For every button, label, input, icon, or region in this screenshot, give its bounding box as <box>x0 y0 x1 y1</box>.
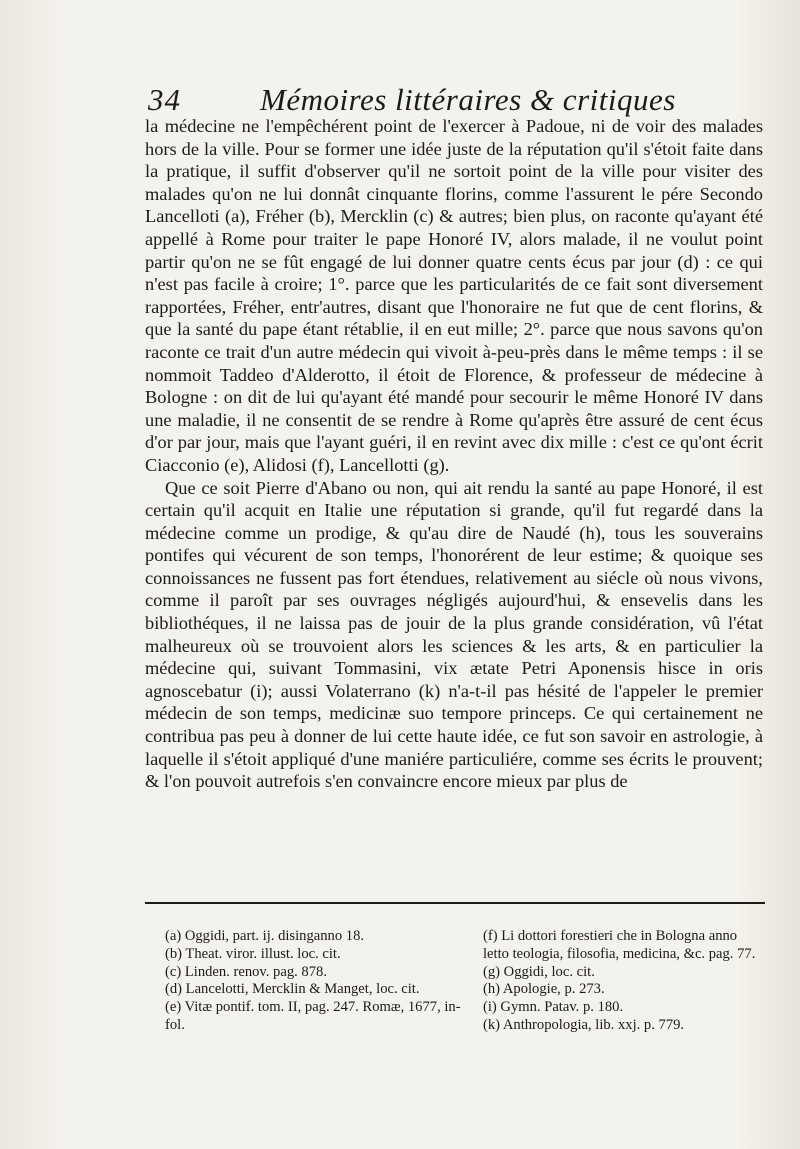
footnote: (h) Apologie, p. 273. <box>483 981 605 998</box>
footnote: (d) Lancelotti, Mercklin & Manget, loc. cit. <box>165 981 420 998</box>
footnote: (e) Vitæ pontif. tom. II, pag. 247. Romæ, 1677, in-fol. <box>165 999 461 1033</box>
footnote: (i) Gymn. Patav. p. 180. <box>483 999 624 1016</box>
footnote-divider <box>145 902 765 904</box>
footnote: (g) Oggidi, loc. cit. <box>483 963 595 980</box>
footnote: (b) Theat. viror. illust. loc. cit. <box>165 945 341 962</box>
running-title: Mémoires littéraires & critiques <box>260 82 676 117</box>
footnote: (k) Anthropologia, lib. xxj. p. 779. <box>483 1016 685 1033</box>
paragraph: Que ce soit Pierre d'Abano ou non, qui ait rendu la santé au pape Honoré, il est certain qu'il acquit en Italie une réputation si grande, qu'il fut regardé dans la médecine comme un prodige, & qu'au dire de Naudé (h), tous les souverains pontifes qui vécurent de son temps, l'honorérent de leur estime; & quoique ses connoissances ne fussent pas fort étendues, relativement au siécle où nous vivons, comme il paroît par ses ouvrages négligés aujourd'hui, & ensevelis dans les bibliothéques, il ne laissa pas de jouir de la plus grande considération, vû l'état malheureux où se trouvoient alors les sciences & les arts, & en particulier la médecine qui, suivant Tommasini, vix ætate Petri Aponensis hisce in oris agnoscebatur (i); aussi Volaterrano (k) n'a-t-il pas hésité de l'appeler le premier médecin de son temps, medicinæ suo tempore princeps. Ce qui certainement ne contribua pas peu à donner de lui cette haute idée, ce fut son savoir en astrologie, à laquelle il s'étoit appliqué d'une maniére particuliére, comme ses écrits le prouvent; & l'on pouvoit autrefois s'en convaincre encore mieux par plus de <box>145 477 763 792</box>
footnote: (a) Oggidi, part. ij. disinganno 18. <box>165 928 365 944</box>
body-text <box>145 115 763 793</box>
footnote: (f) Li dottori forestieri che in Bologna anno letto teologia, filosofia, medicina, &c. pag. 77. <box>483 928 756 962</box>
footnote: (c) Linden. renov. pag. 878. <box>165 963 327 980</box>
footnotes-left-column <box>165 928 470 1035</box>
footnotes-right-column <box>483 928 765 1035</box>
paragraph: la médecine ne l'empêchérent point de l'exercer à Padoue, ni de voir des malades hors de la ville. Pour se former une idée juste de la réputation qu'il s'étoit faite dans la pratique, il suffit d'observer qu'il ne sortoit point de la ville pour visiter des malades qu'on ne lui donnât cinquante florins, comme l'assurent le pére Secondo Lancelloti (a), Fréher (b), Mercklin (c) & autres; bien plus, on raconte qu'ayant été appellé à Rome pour traiter le pape Honoré IV, alors malade, il ne voulut point partir qu'on ne se fût engagé de lui donner quatre cents écus par jour (d) : ce qui n'est pas facile à croire; 1°. parce que les particularités de ce fait sont diversement rapportées, Fréher, entr'autres, disant que l'honoraire ne fut que de cent florins, & que la santé du pape étant rétablie, il en eut mille; 2°. parce que nous savons qu'on raconte ce trait d'un autre médecin qui vivoit à-peu-près dans le même temps : il se nommoit Taddeo d'Alderotto, il étoit de Florence, & professeur de médecine à Bologne : on dit de lui qu'ayant été mandé pour secourir le même Honoré IV dans une maladie, il ne consentit de se rendre à Rome qu'après être assuré de cent écus d'or par jour, mais que l'ayant guéri, il en revint avec dix mille : c'est ce qu'ont écrit Ciacconio (e), Alidosi (f), Lancellotti (g). <box>145 116 763 475</box>
page-number: 34 <box>148 82 181 117</box>
